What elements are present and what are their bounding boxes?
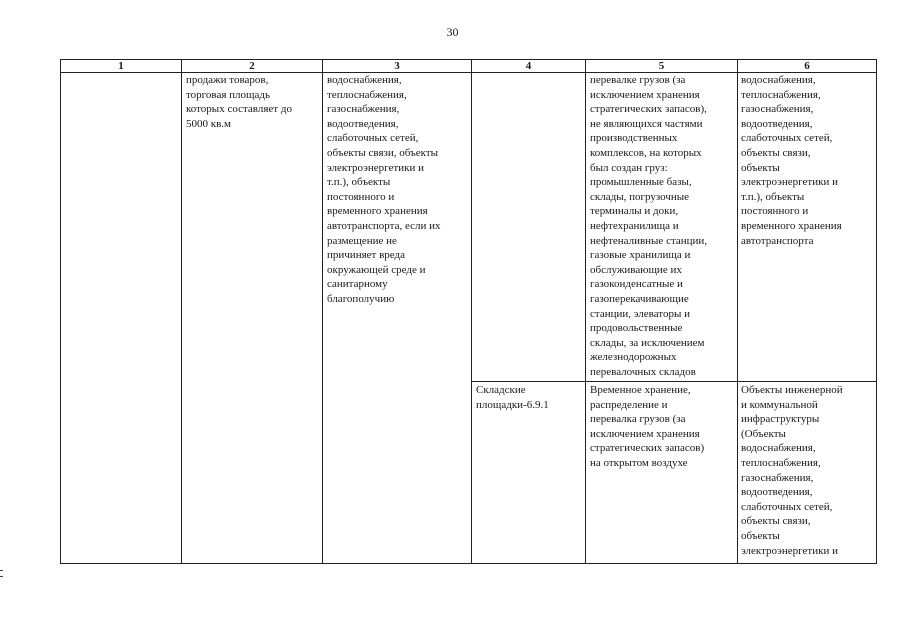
row1-permitted-use-text: продажи товаров, торговая площадь которых составляет до 5000 кв.м (186, 74, 292, 130)
column-border-1-2 (181, 59, 182, 564)
column-header-4: 4 (525, 60, 532, 72)
row2-auxiliary-use-text: Объекты инженерной и коммунальной инфраструктуры (Объекты водоснабжения, теплоснабжения, газоснабжения, водоотведения, слаботочных сетей, объекты связи, объекты электроэнергетики и (741, 384, 843, 557)
row-separator (471, 381, 877, 382)
column-header-6: 6 (804, 60, 810, 72)
column-header-1: 1 (118, 60, 124, 72)
column-border-left (60, 59, 61, 564)
row1-use-description-text: перевалке грузов (за исключением хранения стратегических запасов), не являющихся частями производственных комплексов, на которых был создан груз: промышленные базы, склады, погрузочные терминалы и доки, нефтехранилища и нефтеналивные станции, газовые хранилища и обслуживающие их газоконденсатные и газоперекачивающие станции, элеваторы и продовольственные склады, за исключением железнодорожных перевалочных складов (590, 74, 708, 378)
column-border-right (876, 59, 877, 564)
row1-auxiliary-use-text: водоснабжения, теплоснабжения, газоснабжения, водоотведения, слаботочных сетей, объекты связи, объекты электроэнергетики и т.п.), объекты постоянного и временного хранения автотранспорта (741, 74, 842, 247)
column-border-4-5 (585, 59, 586, 564)
column-header-3: 3 (394, 60, 400, 72)
column-header-5: 5 (658, 60, 665, 72)
column-header-2: 2 (249, 60, 255, 72)
table-bottom-border (60, 563, 877, 564)
margin-mark (0, 570, 3, 577)
row2-use-code-text: Складские площадки-6.9.1 (476, 384, 549, 411)
column-border-2-3 (322, 59, 323, 564)
column-border-3-4 (471, 59, 472, 564)
column-border-5-6 (737, 59, 738, 564)
row2-use-description-text: Временное хранение, распределение и перевалка грузов (за исключением хранения стратегических запасов) на открытом воздухе (590, 384, 705, 469)
row1-description-text: водоснабжения, теплоснабжения, газоснабжения, водоотведения, слаботочных сетей, объекты связи, объекты электроэнергетики и т.п.), объекты постоянного и временного хранения автотранспорта, если их размещение не причиняет вреда окружающей среде и санитарному благополучию (327, 74, 441, 305)
page-number: 30 (446, 25, 459, 39)
